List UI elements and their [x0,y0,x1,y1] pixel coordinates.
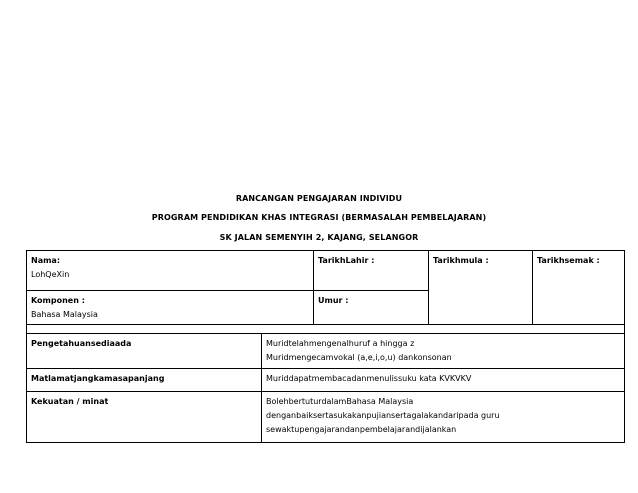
komponen-cell [27,291,314,325]
pengetahuan-value-cell [262,334,625,369]
table-row [27,334,625,369]
kekuatan-label: Kekuatan / minat [31,397,109,406]
kekuatan-value-cell [262,392,625,443]
umur-cell [314,291,429,325]
school-heading: SK JALAN SEMENYIH 2, KAJANG, SELANGOR [219,233,419,242]
program-heading: PROGRAM PENDIDIKAN KHAS INTEGRASI (BERMASALAH PEMBELAJARAN) [151,213,487,222]
pengetahuan-line: Muridtelahmengenalhuruf a hingga z [266,339,415,348]
nama-value: LohQeXin [31,270,70,279]
matlamat-label: Matlamatjangkamasapanjang [31,374,165,383]
tarikh-lahir-label: TarikhLahir : [318,256,375,265]
kekuatan-line: sewaktupengajarandanpembelajarandijalankan [266,425,457,434]
kekuatan-line: BolehbertuturdalamBahasa Malaysia [266,397,414,406]
umur-label: Umur : [318,296,349,305]
komponen-label: Komponen : [31,296,85,305]
tarikh-semak-label: Tarikhsemak : [537,256,600,265]
pengetahuan-label-cell [27,334,262,369]
table-row [27,392,625,443]
kekuatan-line: denganbaiksertasukakanpujiansertagalakandaripada guru [266,411,500,420]
table-row [27,251,625,291]
komponen-value: Bahasa Malaysia [31,310,98,319]
nama-cell [27,251,314,291]
spacer-cell [27,325,625,334]
table-row [27,369,625,392]
matlamat-value-cell [262,369,625,392]
tarikh-mula-cell [429,251,533,325]
kekuatan-label-cell [27,392,262,443]
spacer-row [27,325,625,334]
tarikh-mula-label: Tarikhmula : [433,256,489,265]
matlamat-value: Muriddapatmembacadanmenulissuku kata KVKVKV [266,374,472,383]
document-title: RANCANGAN PENGAJARAN INDIVIDU [235,194,403,203]
pengetahuan-line: Muridmengecamvokal (a,e,i,o,u) dankonsonan [266,353,452,362]
tarikh-lahir-cell [314,251,429,291]
nama-label: Nama: [31,256,61,265]
pengetahuan-label: Pengetahuansediaada [31,339,132,348]
matlamat-label-cell [27,369,262,392]
tarikh-semak-cell [533,251,625,325]
student-info-table [26,250,625,443]
